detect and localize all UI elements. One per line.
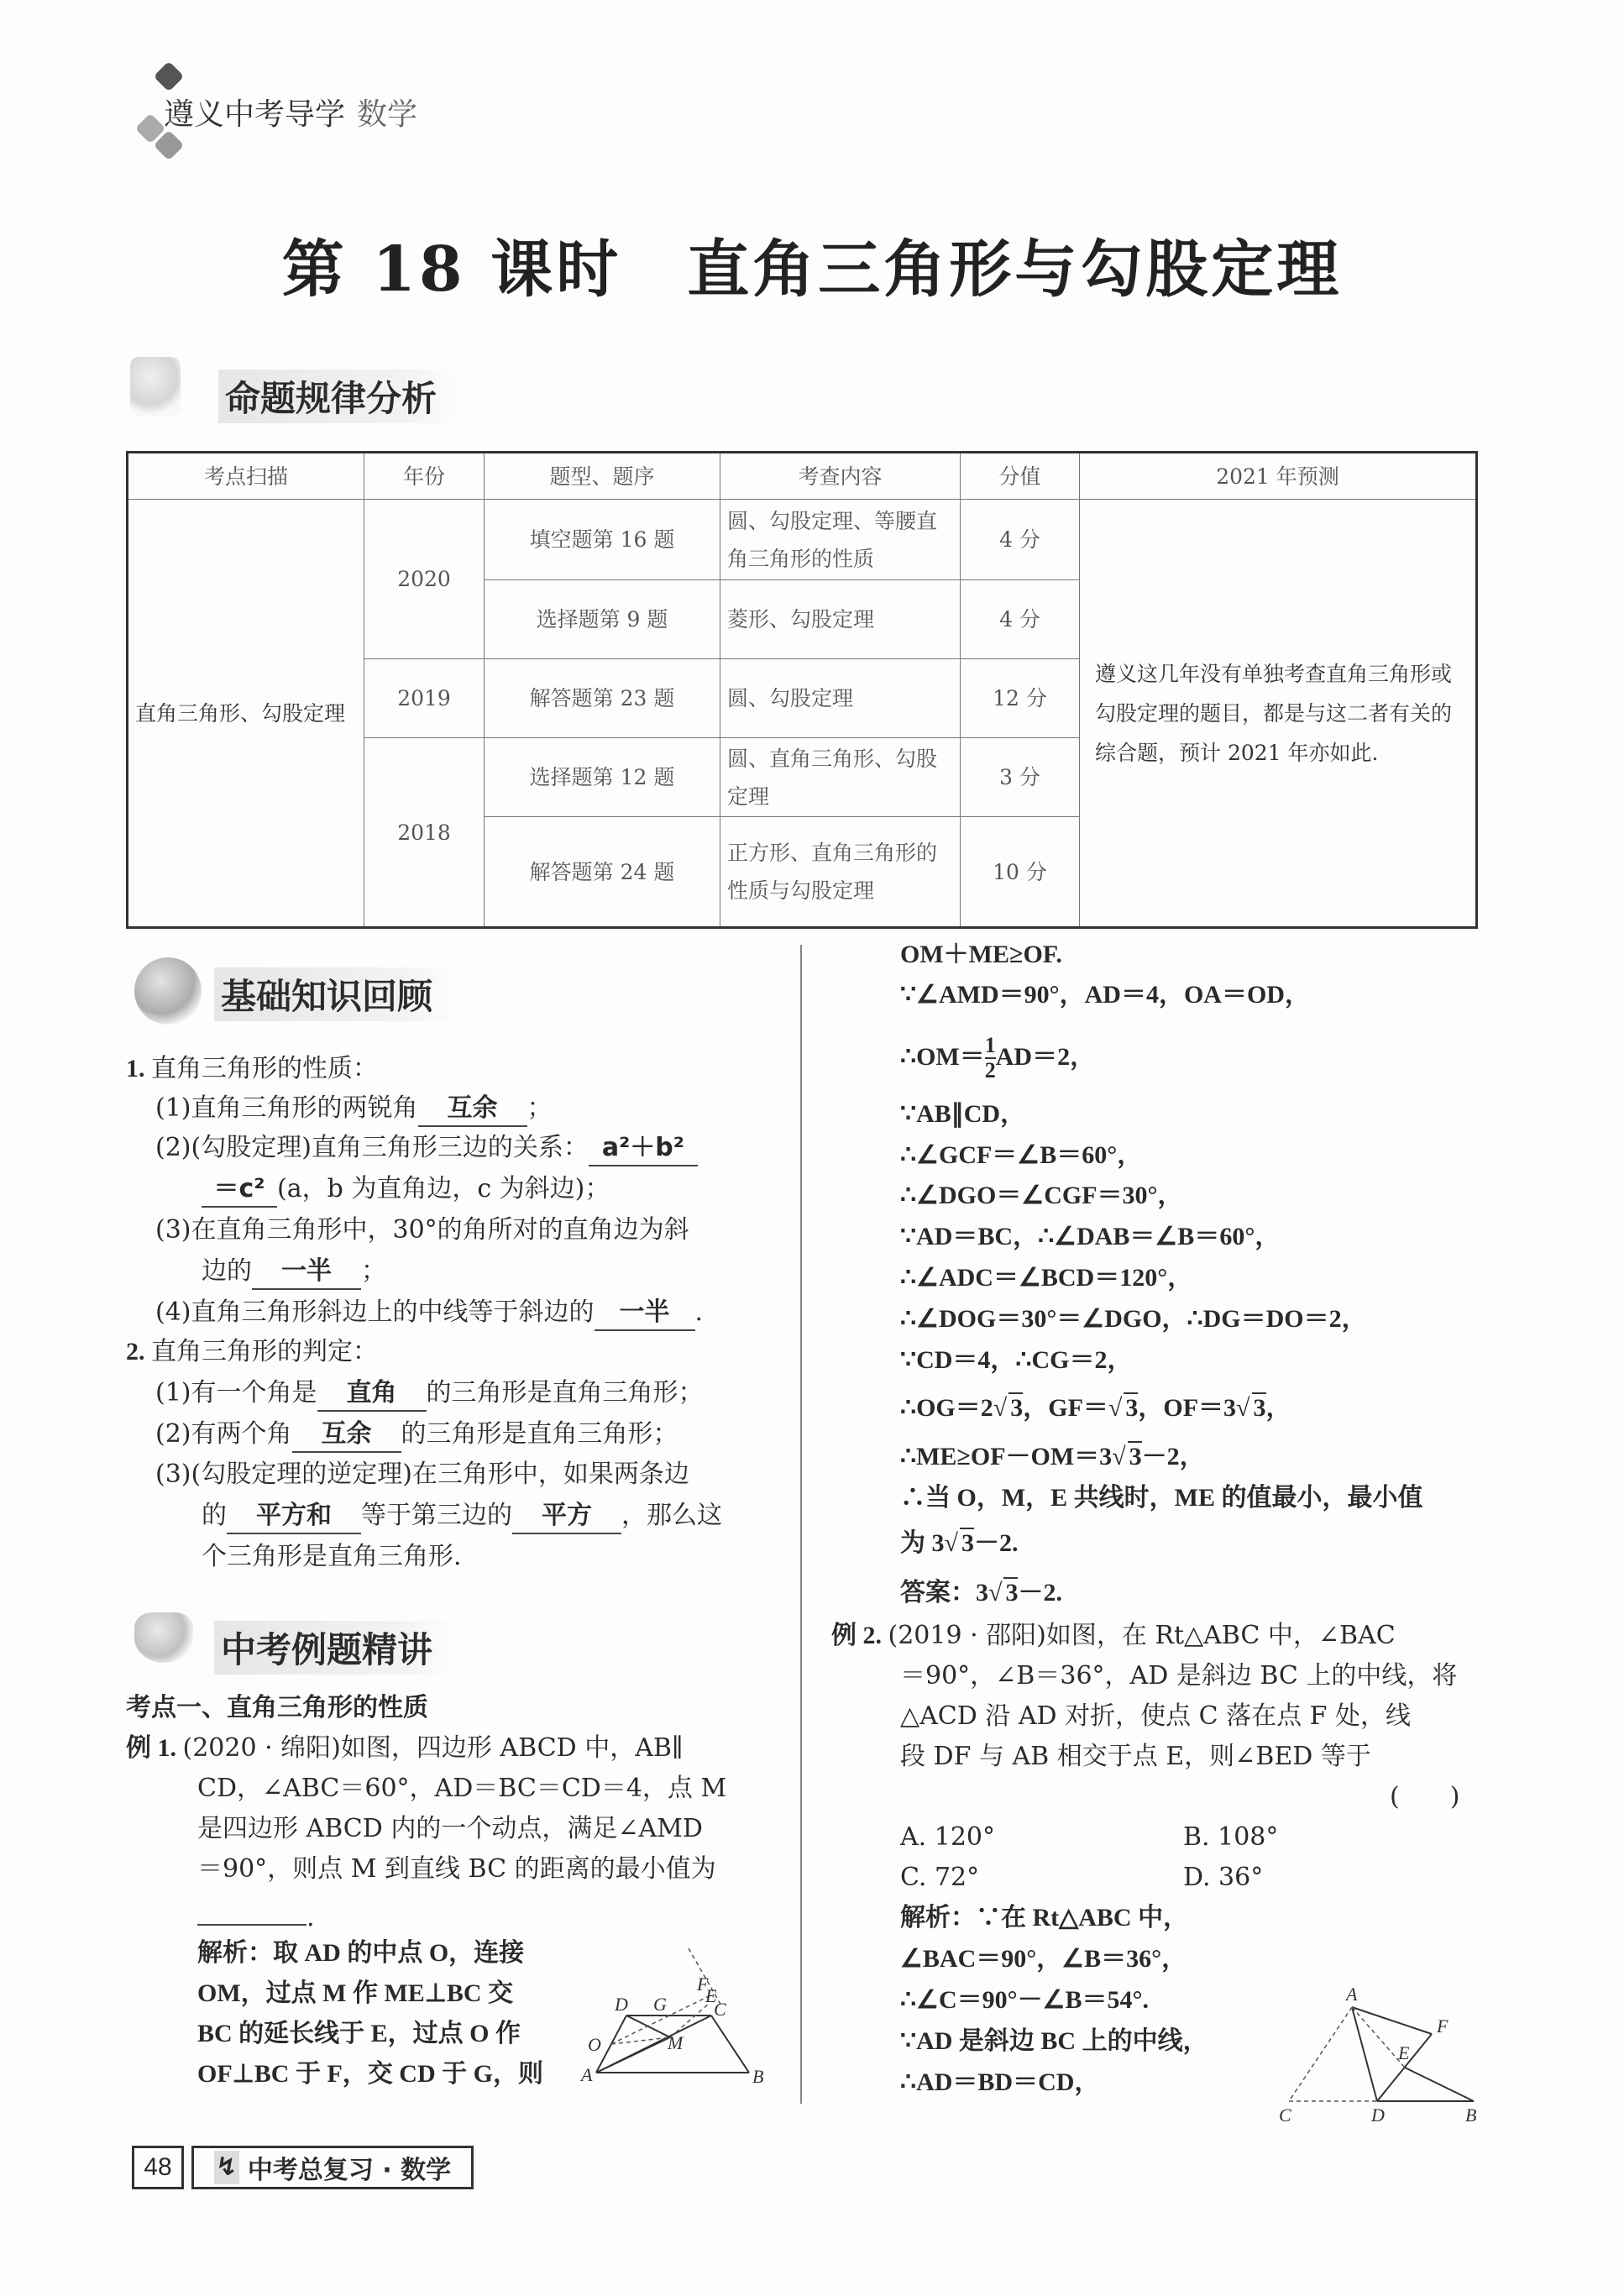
year-cell: 2020 xyxy=(364,500,485,659)
radicand: 3 xyxy=(961,1529,974,1557)
radical-icon: √ xyxy=(993,1394,1008,1422)
text-segment: ＝90°，∠B＝36°，AD 是斜边 BC 上的中线，将 xyxy=(900,1661,1458,1691)
text-line xyxy=(202,1251,386,1292)
prediction-cell: 遵义这几年没有单独考查直角三角形或勾股定理的题目，都是与这二者有关的综合题，预计 2021 年亦如此. xyxy=(1080,500,1477,928)
bold-text: ∵AB∥CD， xyxy=(900,1100,1026,1128)
section-title-examples: 中考例题精讲 xyxy=(214,1621,454,1675)
text-line xyxy=(900,1817,995,1858)
text-line xyxy=(900,1094,1025,1135)
table-header: 考点扫描 xyxy=(128,453,364,500)
segment-ac xyxy=(1289,2007,1352,2101)
bold-text: ，GF＝ xyxy=(1023,1394,1108,1422)
bold-text: ∴∠DOG＝30°＝∠DGO，∴DG＝DO＝2， xyxy=(900,1305,1367,1333)
type-cell: 解答题第 23 题 xyxy=(485,659,720,738)
bold-text: 例 1. xyxy=(126,1734,183,1762)
bold-text: ∴∠ADC＝∠BCD＝120°， xyxy=(900,1264,1193,1292)
radicand: 3 xyxy=(1253,1394,1266,1422)
square-root xyxy=(945,1529,974,1557)
table-header: 分值 xyxy=(961,453,1080,500)
bold-text: ∵CD＝4，∴CG＝2， xyxy=(900,1346,1133,1374)
text-line xyxy=(1390,1777,1459,1818)
text-segment: C. 72° xyxy=(900,1863,980,1892)
text-line xyxy=(202,1537,462,1578)
score-cell: 4 分 xyxy=(961,580,1080,659)
bold-text: ，OF＝3 xyxy=(1138,1394,1237,1422)
bold-text: OF⊥BC 于 F，交 CD 于 G，则 xyxy=(197,2060,543,2088)
text-segment: ＝90°，则点 M 到直线 BC 的距离的最小值为 xyxy=(197,1854,716,1884)
text-line xyxy=(900,1939,1187,1980)
text-line xyxy=(900,1656,1457,1697)
radical-icon: √ xyxy=(1108,1394,1123,1422)
segment-am xyxy=(596,2037,670,2073)
label-d: D xyxy=(1371,2105,1385,2125)
text-line xyxy=(900,1980,1149,2021)
text-line xyxy=(126,1049,378,1090)
bold-text: 答案：3 xyxy=(900,1579,988,1607)
label-m: M xyxy=(668,2032,684,2053)
text-line xyxy=(197,2054,543,2095)
analysis-table xyxy=(126,451,1478,929)
bold-text: ∴当 O，M，E 共线时，ME 的值最小，最小值 xyxy=(900,1484,1423,1512)
answer-blank: 一半 xyxy=(252,1255,361,1290)
section-title-review: 基础知识回顾 xyxy=(214,967,454,1021)
bold-text: 解析：∵在 Rt△ABC 中， xyxy=(900,1904,1189,1932)
text-line xyxy=(1183,1858,1263,1899)
table-header: 考查内容 xyxy=(720,453,961,500)
text-line xyxy=(197,1933,524,1974)
year-cell: 2019 xyxy=(364,659,485,738)
text-line xyxy=(126,1332,378,1373)
bold-text: ∴OM＝ xyxy=(900,1043,985,1071)
content-cell: 圆、勾股定理 xyxy=(720,659,961,738)
text-line xyxy=(155,1292,703,1334)
text-line xyxy=(900,1176,1183,1217)
bold-text: ∵AD＝BC，∴∠DAB＝∠B＝60°， xyxy=(900,1223,1281,1250)
book-name: 遵义中考导学 xyxy=(164,97,346,132)
text-segment: B. 108° xyxy=(1183,1822,1279,1852)
text-segment: (1)有一个角是 xyxy=(155,1378,317,1407)
topic-cell: 直角三角形、勾股定理 xyxy=(128,500,364,928)
answer-blank: ＝c² xyxy=(202,1172,277,1208)
radical-icon: √ xyxy=(988,1579,1003,1607)
bold-text: OM，过点 M 作 ME⊥BC 交 xyxy=(197,1979,514,2007)
text-segment: (3)(勾股定理的逆定理)在三角形中，如果两条边 xyxy=(155,1460,689,1489)
fraction xyxy=(985,1034,996,1082)
bold-text: ∵AD 是斜边 BC 上的中线， xyxy=(900,2027,1208,2055)
bold-text: －2， xyxy=(1141,1443,1205,1470)
figure-trapezoid xyxy=(571,1932,789,2091)
square-root xyxy=(1112,1443,1141,1470)
text-segment: (2)(勾股定理)直角三角形三边的关系： xyxy=(155,1133,589,1162)
radicand: 3 xyxy=(1010,1394,1024,1422)
bold-text: ∴OG＝2 xyxy=(900,1394,993,1422)
score-cell: 4 分 xyxy=(961,500,1080,580)
text-line xyxy=(126,1728,684,1769)
text-line xyxy=(197,1974,513,2015)
text-segment: 直角三角形的性质： xyxy=(151,1054,378,1083)
bold-text: 例 2. xyxy=(831,1622,888,1649)
figure-triangle-fold xyxy=(1264,1982,1490,2125)
radical-icon: √ xyxy=(944,1529,958,1557)
answer-blank: a²＋b² xyxy=(589,1131,698,1166)
content-cell: 菱形、勾股定理 xyxy=(720,580,961,659)
text-line xyxy=(155,1414,678,1455)
footer-book-title: 中考总复习 · 数学 xyxy=(247,2156,452,2185)
hexagon-decoration-icon xyxy=(154,61,185,92)
answer-blank: 互余 xyxy=(292,1418,401,1453)
text-segment: ( ) xyxy=(1390,1782,1460,1811)
bold-text: ∴AD＝BD＝CD， xyxy=(900,2068,1100,2096)
text-line xyxy=(900,1898,1188,1939)
answer-blank: 一半 xyxy=(595,1296,695,1331)
arrow-icon: ↯ xyxy=(214,2151,239,2184)
content-cell: 正方形、直角三角形的性质与勾股定理 xyxy=(720,817,961,928)
text-segment: D. 36° xyxy=(1183,1863,1264,1892)
text-line xyxy=(900,2063,1099,2104)
text-line xyxy=(126,1688,428,1729)
section-title-analysis: 命题规律分析 xyxy=(218,370,458,423)
text-line xyxy=(197,2014,521,2055)
text-segment: 的三角形是直角三角形； xyxy=(401,1419,678,1449)
label-f: F xyxy=(697,1974,709,1995)
type-cell: 选择题第 9 题 xyxy=(485,580,720,659)
book-header xyxy=(164,91,417,134)
year-cell: 2018 xyxy=(364,738,485,928)
label-o: O xyxy=(588,2034,601,2055)
type-cell: 选择题第 12 题 xyxy=(485,738,720,817)
denominator: 2 xyxy=(984,1058,996,1082)
bold-text: 解析：取 AD 的中点 O，连接 xyxy=(197,1939,525,1967)
bold-text: OM＋ME≥OF. xyxy=(900,941,1062,968)
text-line xyxy=(900,1696,1411,1738)
text-segment: (1)直角三角形的两锐角 xyxy=(155,1093,418,1123)
text-segment: A. 120° xyxy=(900,1822,995,1852)
text-segment: 的 xyxy=(202,1501,227,1530)
text-line xyxy=(900,1299,1367,1340)
text-segment: 段 DF 与 AB 相交于点 E，则∠BED 等于 xyxy=(900,1742,1371,1771)
answer-blank: 平方和 xyxy=(227,1499,361,1534)
text-line xyxy=(900,935,1062,976)
bold-text: 2. xyxy=(126,1338,151,1366)
bold-text: 为 3 xyxy=(900,1529,945,1557)
text-line xyxy=(1183,1817,1278,1858)
edge-cb xyxy=(711,2016,749,2073)
radicand: 3 xyxy=(1005,1579,1019,1607)
text-line xyxy=(900,1573,1062,1614)
text-line xyxy=(900,1217,1280,1258)
text-line xyxy=(900,1523,1018,1565)
table-header: 2021 年预测 xyxy=(1080,453,1477,500)
text-line xyxy=(900,1437,1205,1478)
answer-blank: 平方 xyxy=(512,1499,621,1534)
text-segment: 是四边形 ABCD 内的一个动点，满足∠AMD xyxy=(197,1814,703,1843)
text-line xyxy=(900,1478,1423,1519)
label-g: G xyxy=(653,1994,667,2015)
text-line xyxy=(155,1373,704,1414)
radical-icon: √ xyxy=(1112,1443,1126,1470)
radical-icon: √ xyxy=(1236,1394,1250,1422)
bold-text: 考点一、直角三角形的性质 xyxy=(126,1694,428,1722)
label-a: A xyxy=(1346,1984,1358,2005)
subject-name: 数学 xyxy=(357,97,418,132)
text-segment: ； xyxy=(526,1093,553,1123)
label-c: C xyxy=(714,1999,726,2020)
table-header: 题型、题序 xyxy=(485,453,720,500)
numerator: 1 xyxy=(984,1033,996,1057)
answer-blank: 直角 xyxy=(317,1376,427,1412)
text-segment: 的三角形是直角三角形； xyxy=(426,1378,704,1407)
text-line xyxy=(900,975,1310,1016)
text-segment: . xyxy=(306,1903,315,1932)
section-icon xyxy=(134,1612,193,1663)
text-line xyxy=(197,1849,716,1890)
text-segment: . xyxy=(694,1297,704,1327)
label-a: A xyxy=(581,2064,593,2085)
radicand: 3 xyxy=(1129,1443,1142,1470)
text-line xyxy=(900,1135,1142,1177)
text-segment: (2020 · 绵阳)如图，四边形 ABCD 中，AB∥ xyxy=(182,1733,684,1763)
text-line xyxy=(900,1737,1371,1778)
segment-eb xyxy=(1405,2068,1474,2101)
text-segment: ； xyxy=(361,1256,386,1286)
answer-blank xyxy=(197,1924,306,1926)
table-header: 年份 xyxy=(364,453,485,500)
text-line xyxy=(155,1210,689,1251)
label-d: D xyxy=(615,1994,628,2015)
section-icon xyxy=(130,357,181,416)
text-segment: 等于第三边的 xyxy=(361,1501,512,1530)
text-line xyxy=(900,1388,1291,1429)
content-cell: 圆、直角三角形、勾股定理 xyxy=(720,738,961,817)
label-e: E xyxy=(1398,2042,1410,2063)
text-line xyxy=(202,1169,610,1210)
bold-text: －2. xyxy=(1018,1579,1062,1607)
text-line xyxy=(900,2021,1208,2063)
score-cell: 12 分 xyxy=(961,659,1080,738)
globe-icon xyxy=(134,957,202,1025)
bold-text: ∴∠GCF＝∠B＝60°， xyxy=(900,1141,1143,1169)
label-b: B xyxy=(1465,2105,1477,2125)
column-divider xyxy=(800,945,802,2104)
text-line xyxy=(900,1340,1133,1381)
bold-text: ∴∠DGO＝∠CGF＝30°， xyxy=(900,1182,1183,1209)
text-line xyxy=(202,1496,722,1537)
lesson-title: 第 18 课时 直角三角形与勾股定理 xyxy=(281,233,1343,306)
bold-text: ， xyxy=(1265,1394,1291,1422)
square-root xyxy=(1108,1394,1138,1422)
score-cell: 10 分 xyxy=(961,817,1080,928)
text-segment: (2019 · 邵阳)如图，在 Rt△ABC 中，∠BAC xyxy=(888,1621,1396,1650)
score-cell: 3 分 xyxy=(961,738,1080,817)
bold-text: ∴ME≥OF－OM＝3 xyxy=(900,1443,1113,1470)
text-segment: ，那么这 xyxy=(621,1501,722,1530)
type-cell: 解答题第 24 题 xyxy=(485,817,720,928)
bold-text: ∴∠C＝90°－∠B＝54°. xyxy=(900,1986,1150,2014)
text-line xyxy=(197,1769,726,1810)
footer-book xyxy=(191,2146,474,2189)
content-cell: 圆、勾股定理、等腰直角三角形的性质 xyxy=(720,500,961,580)
label-c: C xyxy=(1279,2105,1291,2125)
text-line xyxy=(900,1034,1095,1082)
square-root xyxy=(993,1394,1023,1422)
text-line xyxy=(900,1258,1192,1299)
text-segment: (2)有两个角 xyxy=(155,1419,292,1449)
square-root xyxy=(1236,1394,1265,1422)
bold-text: 1. xyxy=(126,1055,151,1082)
bold-text: －2. xyxy=(973,1529,1019,1557)
label-b: B xyxy=(752,2066,764,2087)
text-line xyxy=(197,1809,703,1850)
bold-text: ∠BAC＝90°，∠B＝36°， xyxy=(900,1945,1187,1973)
text-segment: (3)在直角三角形中，30°的角所对的直角边为斜 xyxy=(155,1215,689,1245)
bold-text: ∵∠AMD＝90°，AD＝4，OA＝OD， xyxy=(900,981,1310,1009)
text-segment: CD，∠ABC＝60°，AD＝BC＝CD＝4，点 M xyxy=(197,1774,727,1803)
bold-text: BC 的延长线于 E，过点 O 作 xyxy=(197,2020,521,2047)
text-segment: (4)直角三角形斜边上的中线等于斜边的 xyxy=(155,1297,595,1327)
radicand: 3 xyxy=(1125,1394,1139,1422)
label-e: E xyxy=(705,1985,717,2006)
text-line xyxy=(900,1858,979,1899)
page-number: 48 xyxy=(132,2146,184,2189)
square-root xyxy=(988,1579,1018,1607)
text-segment: 个三角形是直角三角形. xyxy=(202,1542,462,1571)
text-segment: 边的 xyxy=(202,1256,252,1286)
text-segment: (a，b 为直角边，c 为斜边)； xyxy=(277,1174,610,1203)
text-line xyxy=(831,1616,1396,1657)
text-segment: △ACD 沿 AD 对折，使点 C 落在点 F 处，线 xyxy=(900,1701,1411,1731)
text-segment: 直角三角形的判定： xyxy=(151,1337,378,1366)
text-line xyxy=(155,1088,553,1130)
text-line xyxy=(155,1455,689,1496)
type-cell: 填空题第 16 题 xyxy=(485,500,720,580)
text-line xyxy=(155,1128,698,1169)
answer-blank: 互余 xyxy=(418,1092,527,1127)
label-f: F xyxy=(1437,2016,1449,2037)
bold-text: AD＝2， xyxy=(995,1043,1096,1071)
